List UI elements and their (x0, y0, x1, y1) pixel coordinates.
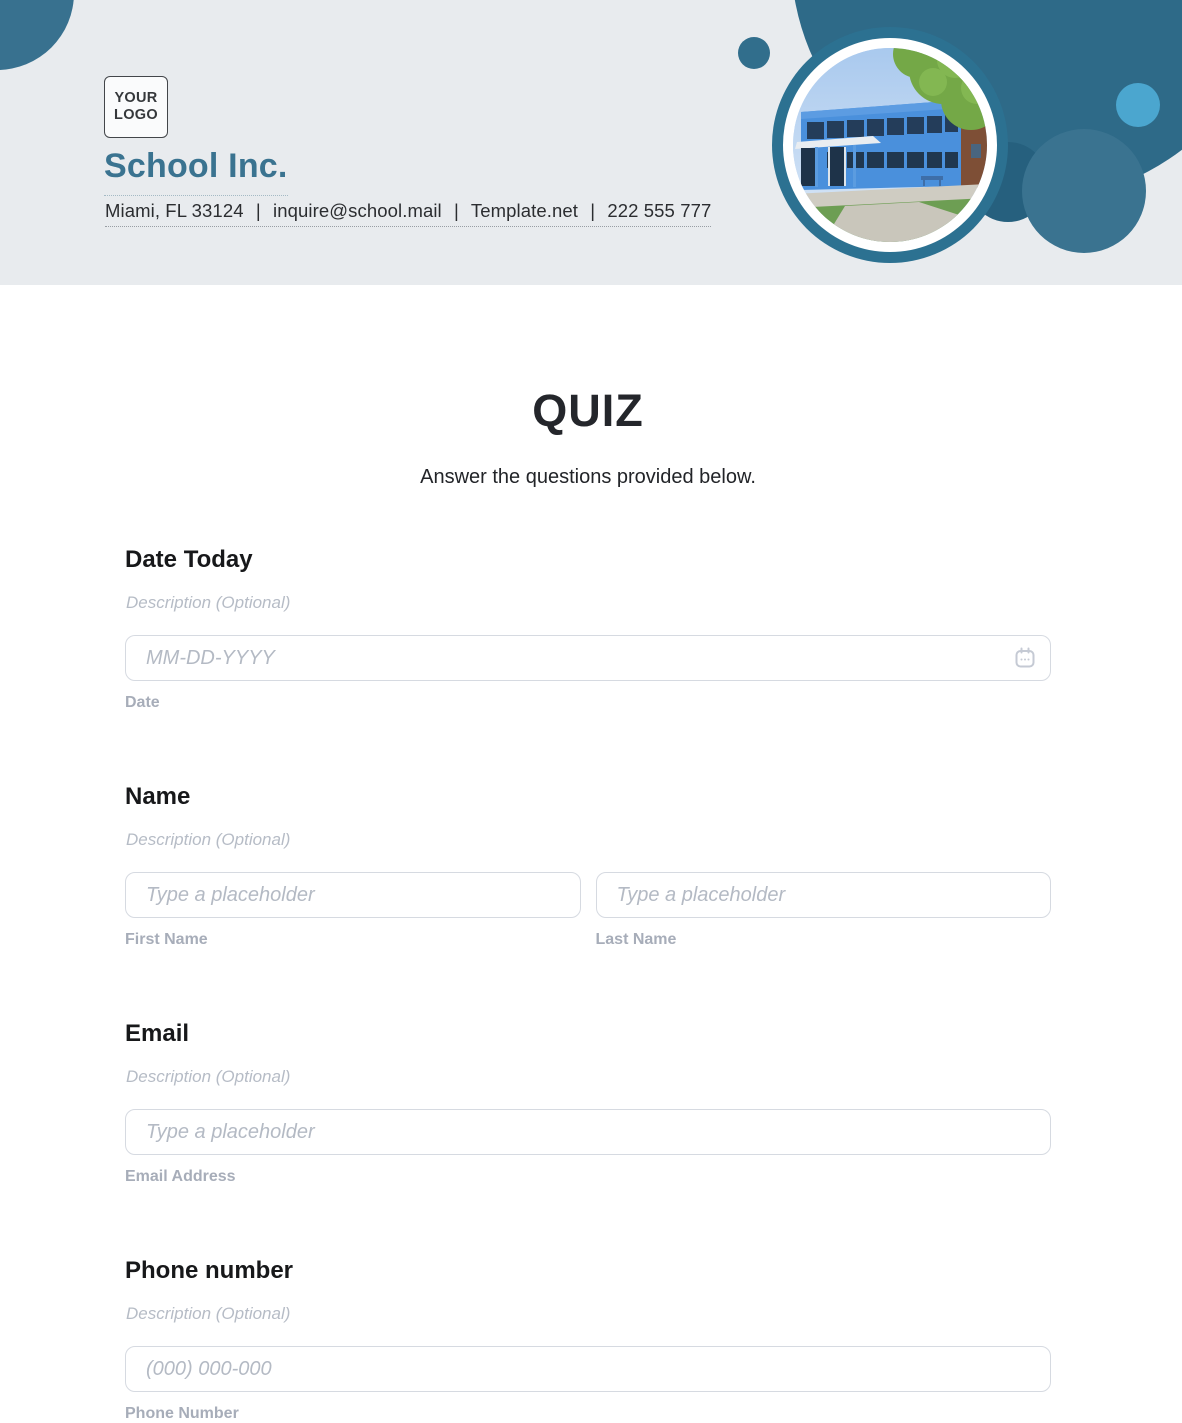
logo-line-2: LOGO (114, 107, 158, 123)
email-label: Email Address (125, 1168, 236, 1185)
deco-circle-light-blue (1116, 83, 1160, 127)
date-input[interactable] (125, 635, 1051, 681)
contact-separator: | (255, 200, 261, 221)
contact-separator: | (590, 200, 596, 221)
first-name-label: First Name (125, 931, 208, 948)
section-name (125, 783, 1051, 949)
last-name-label: Last Name (595, 931, 677, 948)
name-heading: Name (125, 783, 191, 810)
school-photo-ring (772, 27, 1008, 263)
contact-email: inquire@school.mail (273, 200, 442, 221)
calendar-button[interactable] (1013, 646, 1037, 670)
page-title: QUIZ (532, 385, 644, 436)
contact-info (105, 200, 711, 227)
deco-circle-medium (1022, 129, 1146, 253)
contact-phone: 222 555 777 (607, 200, 712, 221)
phone-input-row (125, 1346, 1051, 1392)
last-name-group (596, 872, 1052, 949)
date-heading: Date Today (125, 546, 253, 573)
phone-input[interactable] (125, 1346, 1051, 1392)
first-name-input[interactable] (125, 872, 581, 918)
email-input[interactable] (125, 1109, 1051, 1155)
first-name-group (125, 872, 581, 949)
date-label: Date (125, 694, 160, 711)
quiz-form (125, 285, 1051, 1423)
date-description: Description (Optional) (126, 593, 291, 612)
date-input-row (125, 635, 1051, 681)
logo-line-1: YOUR (114, 89, 158, 106)
school-photo (793, 48, 987, 242)
name-input-row (125, 872, 1051, 949)
school-name: School Inc. (104, 147, 288, 196)
section-date (125, 546, 1051, 712)
phone-label: Phone Number (125, 1405, 239, 1422)
email-description: Description (Optional) (126, 1067, 291, 1086)
logo-placeholder (104, 76, 168, 138)
phone-heading: Phone number (125, 1257, 294, 1284)
last-name-input[interactable] (596, 872, 1052, 918)
deco-circle-small (738, 37, 770, 69)
contact-separator: | (454, 200, 459, 221)
page-header (0, 0, 1182, 285)
calendar-icon (1013, 658, 1037, 673)
school-photo-white-ring (783, 38, 997, 252)
section-phone (125, 1257, 1051, 1423)
email-heading: Email (125, 1020, 190, 1047)
phone-description: Description (Optional) (126, 1304, 291, 1323)
section-email (125, 1020, 1051, 1186)
email-input-row (125, 1109, 1051, 1155)
contact-website: Template.net (470, 200, 578, 221)
page-subtitle: Answer the questions provided below. (420, 466, 756, 488)
contact-address: Miami, FL 33124 (105, 200, 244, 221)
deco-circle-top-left (0, 0, 74, 70)
name-description: Description (Optional) (126, 830, 291, 849)
